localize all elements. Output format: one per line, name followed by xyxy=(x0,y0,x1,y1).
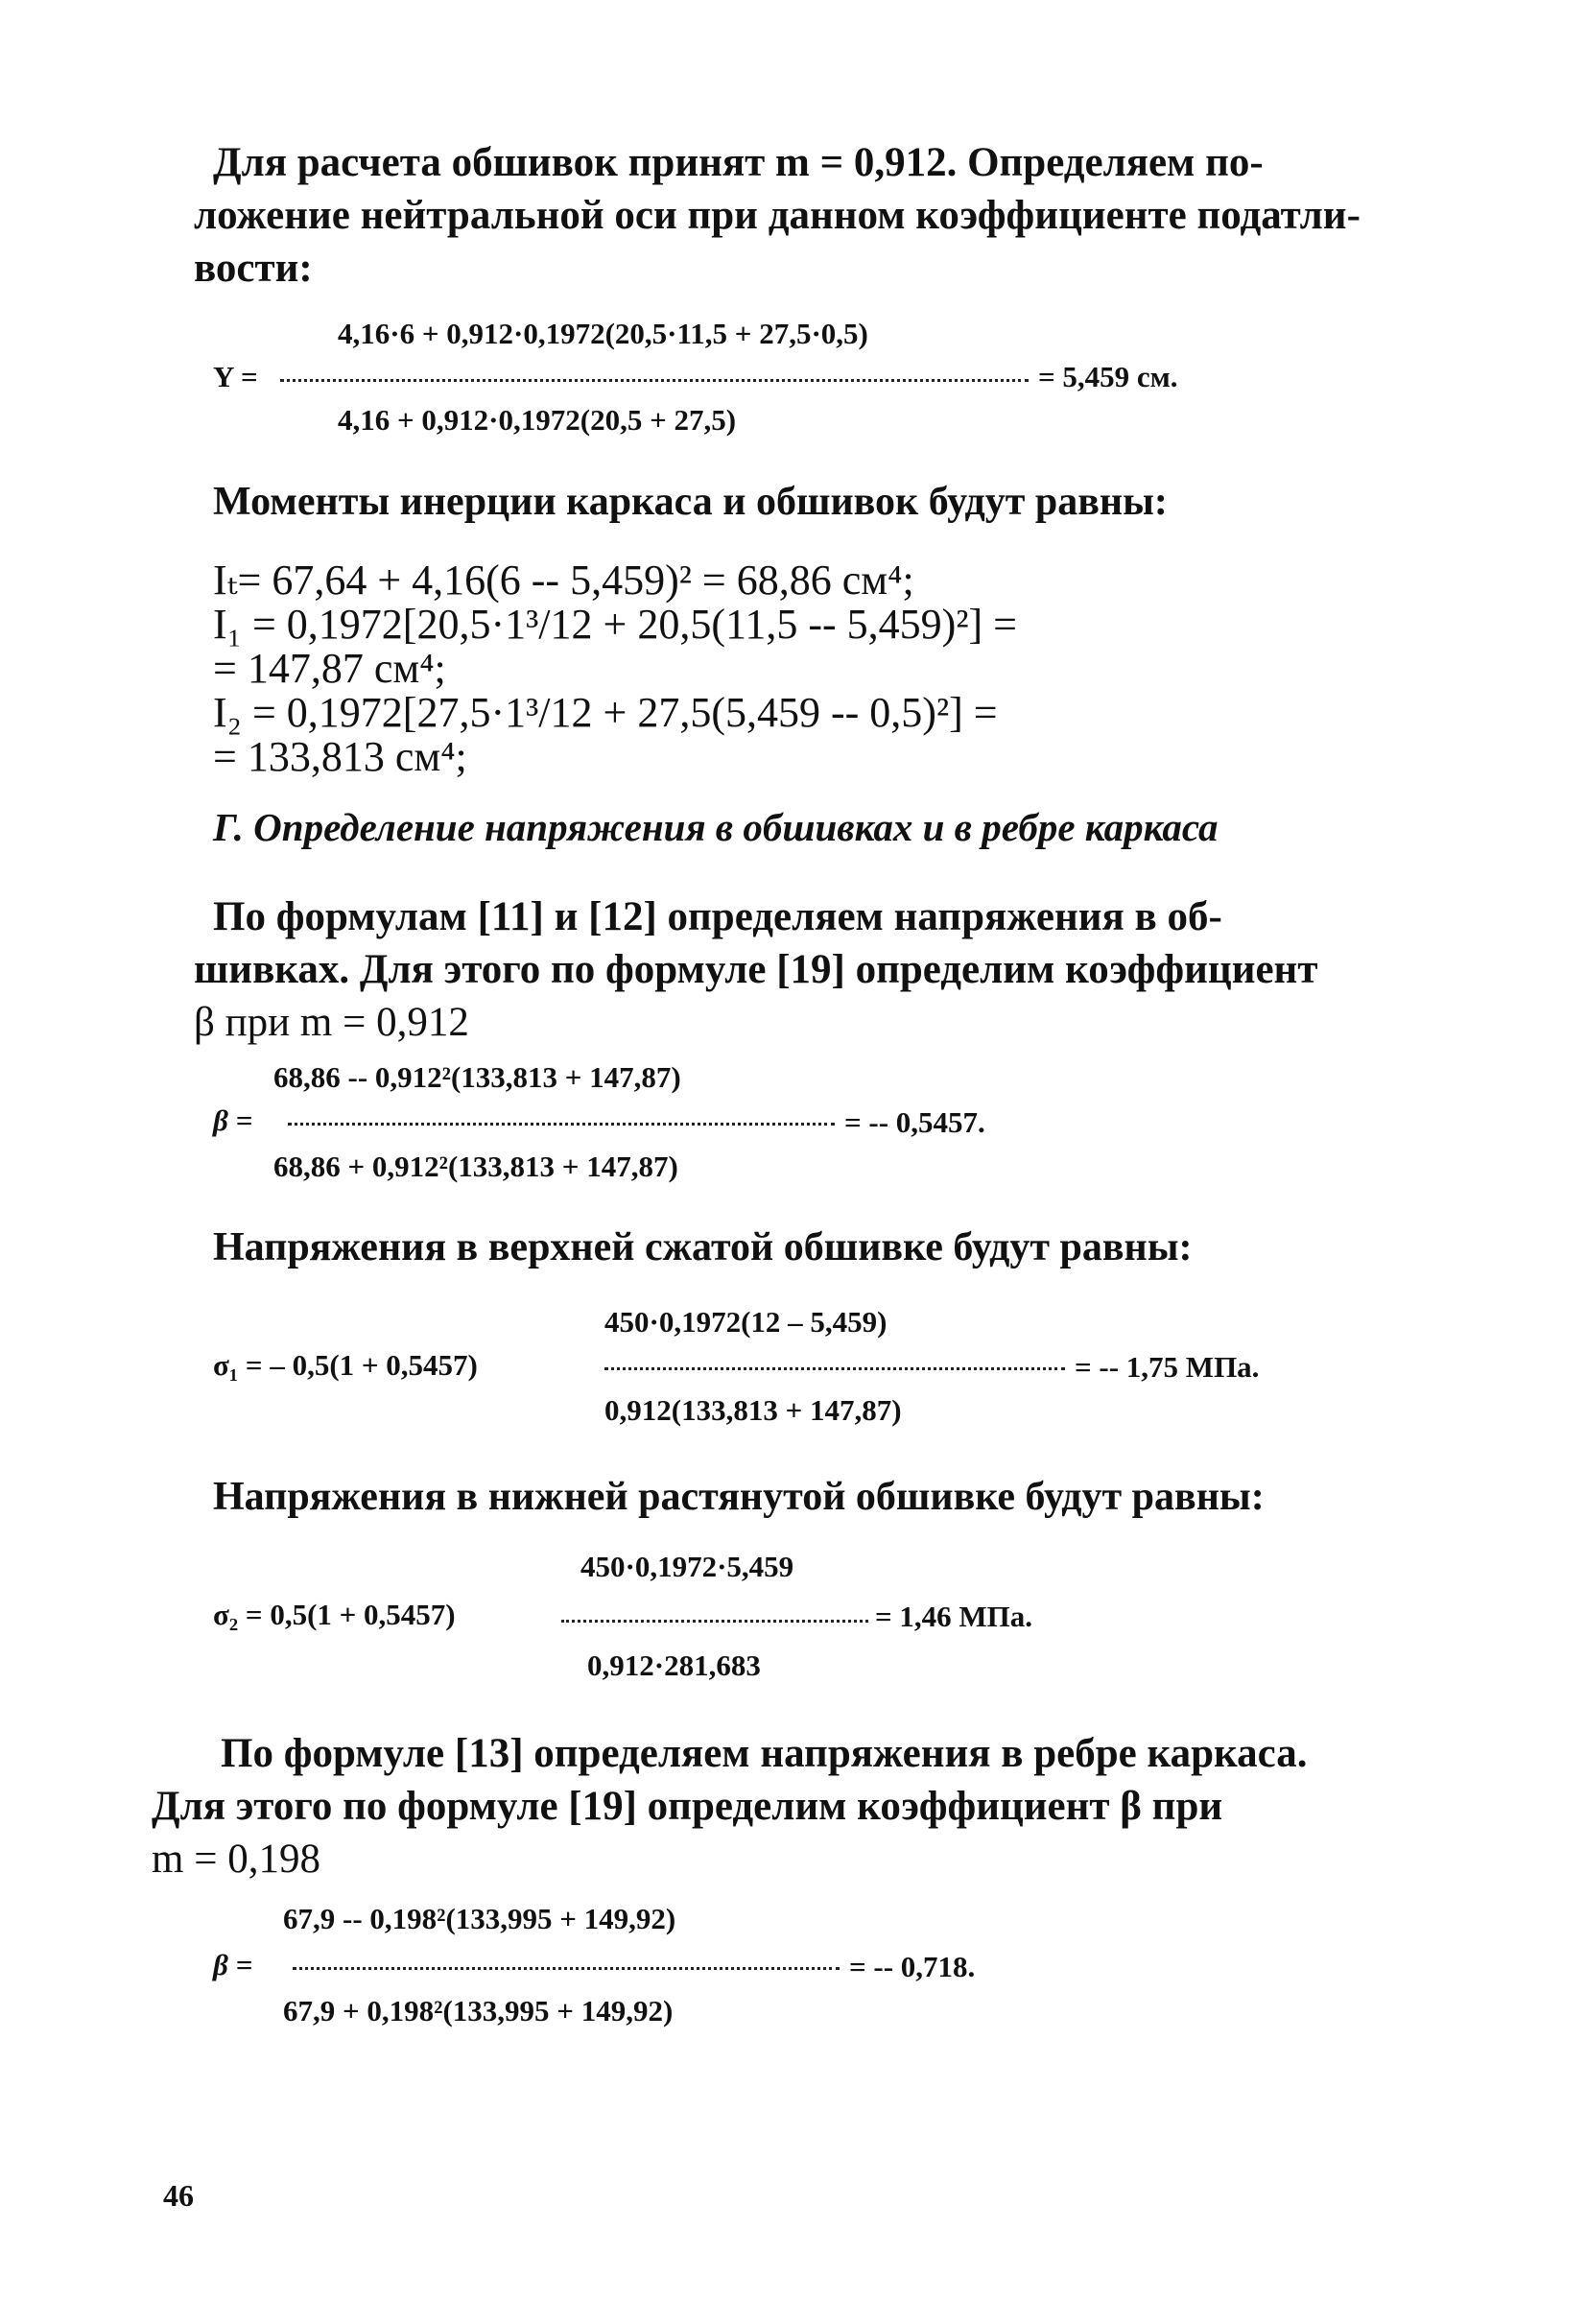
fraction-bar xyxy=(561,1620,868,1623)
formula-sigma1-denominator: 0,912(133,813 + 147,87) xyxy=(604,1393,902,1427)
text-line: Для расчета обшивок принят m = 0,912. Определяем по- xyxy=(213,140,1264,185)
moment-line-i2: I₂ = 0,1972[27,5·1³/12 + 27,5(5,459 -- 0,5)²] = xyxy=(213,689,998,736)
formula-beta1-numerator: 68,86 -- 0,912²(133,813 + 147,87) xyxy=(273,1060,681,1094)
formula-y-result: = 5,459 см. xyxy=(1038,360,1178,393)
paragraph-intro xyxy=(194,136,1393,295)
text-line: Для этого по формуле [19] определим коэффициент β при xyxy=(152,1784,1223,1829)
paragraph-beta-intro xyxy=(194,890,1393,1049)
formula-y-lhs: Y = xyxy=(213,360,258,393)
fraction-bar xyxy=(293,1967,840,1970)
formula-sigma1-lhs: σ₁ = – 0,5(1 + 0,5457) xyxy=(213,1348,478,1382)
text-line: По формулам [11] и [12] определяем напряжения в об- xyxy=(213,894,1222,939)
moment-line-i1-result: = 147,87 см⁴; xyxy=(213,645,446,692)
paragraph-lower-skin: Напряжения в нижней растянутой обшивке будут равны: xyxy=(213,1475,1265,1519)
text-line: m = 0,198 xyxy=(152,1837,320,1882)
moment-line-i1: I₁ = 0,1972[20,5·1³/12 + 20,5(11,5 -- 5,459)²] = xyxy=(213,601,1017,648)
formula-beta2-denominator: 67,9 + 0,198²(133,995 + 149,92) xyxy=(283,1994,674,2028)
paragraph-upper-skin: Напряжения в верхней сжатой обшивке будут равны: xyxy=(213,1225,1193,1269)
formula-sigma2-result: = 1,46 МПа. xyxy=(875,1600,1033,1633)
fraction-bar xyxy=(288,1123,835,1126)
formula-beta1-result: = -- 0,5457. xyxy=(844,1105,985,1139)
paragraph-moments-intro: Моменты инерции каркаса и обшивок будут равны: xyxy=(213,480,1168,524)
formula-sigma1-result: = -- 1,75 МПа. xyxy=(1075,1350,1260,1384)
formula-beta2-result: = -- 0,718. xyxy=(849,1950,976,1983)
text-line: вости: xyxy=(194,246,313,291)
page-number: 46 xyxy=(163,2178,194,2213)
moment-line-i2-result: = 133,813 см⁴; xyxy=(213,733,467,780)
fraction-bar xyxy=(604,1367,1065,1370)
section-heading: Г. Определение напряжения в обшивках и в ребре каркаса xyxy=(213,805,1219,849)
fraction-bar xyxy=(280,379,1029,382)
formula-beta2-lhs: β = xyxy=(213,1948,253,1981)
text-line: шивках. Для этого по формуле [19] определим коэффициент xyxy=(194,947,1318,992)
formula-y-denominator: 4,16 + 0,912·0,1972(20,5 + 27,5) xyxy=(338,403,737,437)
formula-sigma2-numerator: 450·0,1972·5,459 xyxy=(580,1550,794,1583)
formula-beta2-numerator: 67,9 -- 0,198²(133,995 + 149,92) xyxy=(283,1902,676,1935)
formula-beta1-denominator: 68,86 + 0,912²(133,813 + 147,87) xyxy=(273,1150,678,1183)
moment-line-iw: Iₜ= 67,64 + 4,16(6 -- 5,459)² = 68,86 см⁴; xyxy=(213,557,914,604)
formula-sigma2-lhs: σ₂ = 0,5(1 + 0,5457) xyxy=(213,1598,456,1631)
paragraph-rib xyxy=(152,1727,1391,1885)
formula-sigma2-denominator: 0,912·281,683 xyxy=(587,1648,761,1682)
formula-y-numerator: 4,16·6 + 0,912·0,1972(20,5·11,5 + 27,5·0,5) xyxy=(338,317,868,350)
text-line: По формуле [13] определяем напряжения в ребре каркаса. xyxy=(221,1731,1308,1776)
formula-beta1-lhs: β = xyxy=(213,1103,253,1137)
formula-sigma1-numerator: 450·0,1972(12 – 5,459) xyxy=(604,1305,888,1339)
text-line: ложение нейтральной оси при данном коэффициенте податли- xyxy=(194,193,1361,238)
text-line: β при m = 0,912 xyxy=(194,1000,469,1045)
